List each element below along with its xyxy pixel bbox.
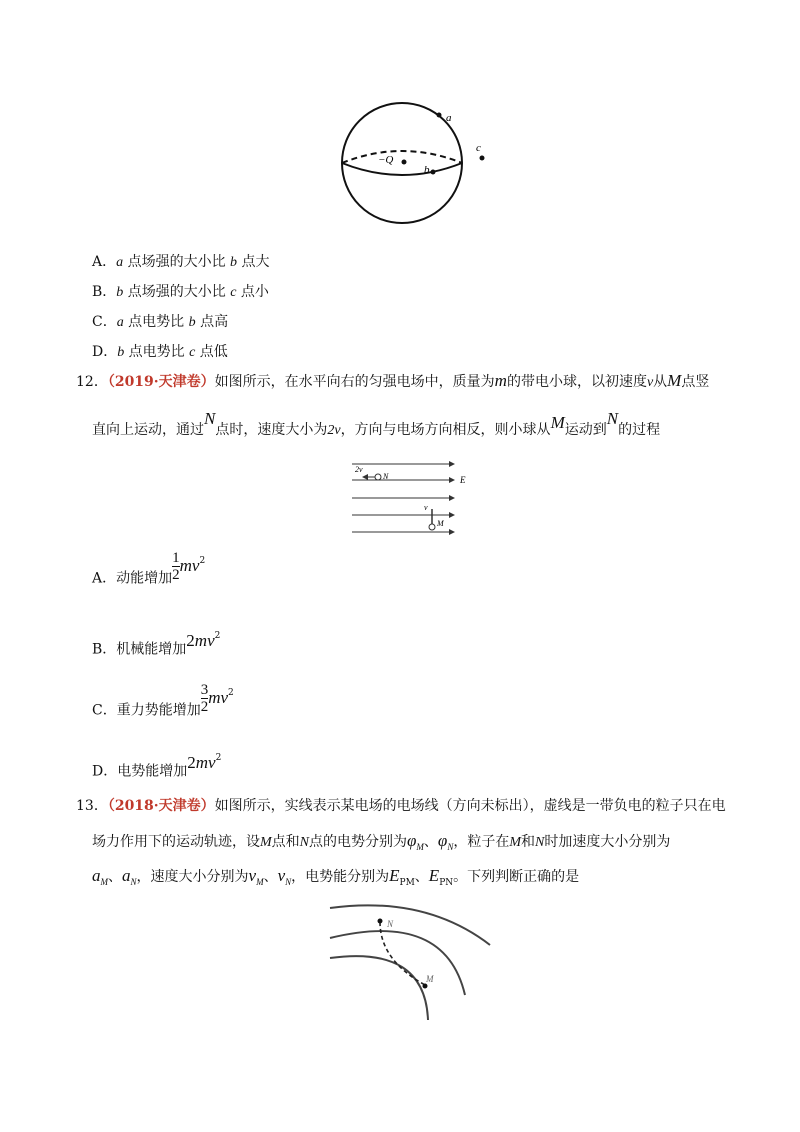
equator-front — [342, 163, 462, 175]
label-n: N — [383, 472, 389, 481]
point-b — [431, 170, 436, 175]
q11-option-c: C．a 点电势比 b 点高 — [92, 314, 229, 330]
q12-option-c: C．重力势能增加 $\frac{3}{2}$ $mv^2$ — [92, 682, 234, 719]
label-q: −Q — [378, 154, 394, 166]
label-m: M — [437, 519, 444, 528]
point-q — [402, 160, 407, 165]
q12-line-2: 直向上运动，通过N点时，速度大小为2v，方向与电场方向相反，则小球从M运动到N的过程 — [92, 409, 661, 438]
label-b: b — [424, 164, 430, 176]
label-m: M — [426, 974, 434, 984]
q12-option-a: A．动能增加 $\frac{1}{2}$ $mv^2$ — [92, 550, 206, 587]
curved-field-figure — [325, 900, 495, 1025]
point-n — [378, 919, 383, 924]
field-figure — [350, 458, 475, 538]
q12-source: （2019·天津卷） — [107, 374, 215, 390]
point-a — [437, 113, 442, 118]
label-c: c — [476, 142, 481, 154]
sphere-figure — [330, 95, 500, 245]
field-line-middle — [330, 931, 465, 995]
q12-number: 12． — [76, 374, 108, 390]
label-e: E — [460, 475, 466, 485]
q13-source: （2018·天津卷） — [107, 798, 215, 814]
point-c — [480, 156, 485, 161]
q12-line-1: 12．（2019·天津卷）如图所示，在水平向右的匀强电场中，质量为m的带电小球，以初速度v从M点竖 — [76, 371, 710, 390]
point-m — [423, 984, 428, 989]
label-n: N — [387, 919, 394, 929]
label-a: a — [446, 112, 452, 124]
q13-line-2: 场力作用下的运动轨迹，设M点和N点的电势分别为$\varphi_M$、$\varphi_N$，粒子在M和N时加速度大小分别为 — [92, 831, 671, 852]
q12-option-d: D．电势能增加$2mv^2$ — [92, 752, 222, 780]
label-v: v — [424, 503, 428, 512]
q11-option-a: A．a 点场强的大小比 b 点大 — [92, 254, 270, 270]
q11-option-b: B．b 点场强的大小比 c 点小 — [92, 284, 269, 300]
q13-line-1: 13．（2018·天津卷）如图所示，实线表示某电场的电场线（方向未标出），虚线是一带负电的粒子只在电 — [76, 798, 726, 814]
field-line-bottom — [330, 956, 428, 1020]
q13-line-3: $a_M$、$a_N$，速度大小分别为$v_M$、$v_N$，电势能分别为$E_{PM}$、$E_{PN}$。下列判断正确的是 — [92, 866, 580, 888]
label-2v: 2v — [355, 465, 363, 474]
q13-number: 13． — [76, 798, 108, 814]
ball-m — [429, 524, 435, 530]
q12-option-b: B．机械能增加$2mv^2$ — [92, 630, 221, 658]
ball-n — [375, 474, 381, 480]
q11-option-d: D．b 点电势比 c 点低 — [92, 344, 228, 360]
field-line-top — [330, 905, 490, 945]
